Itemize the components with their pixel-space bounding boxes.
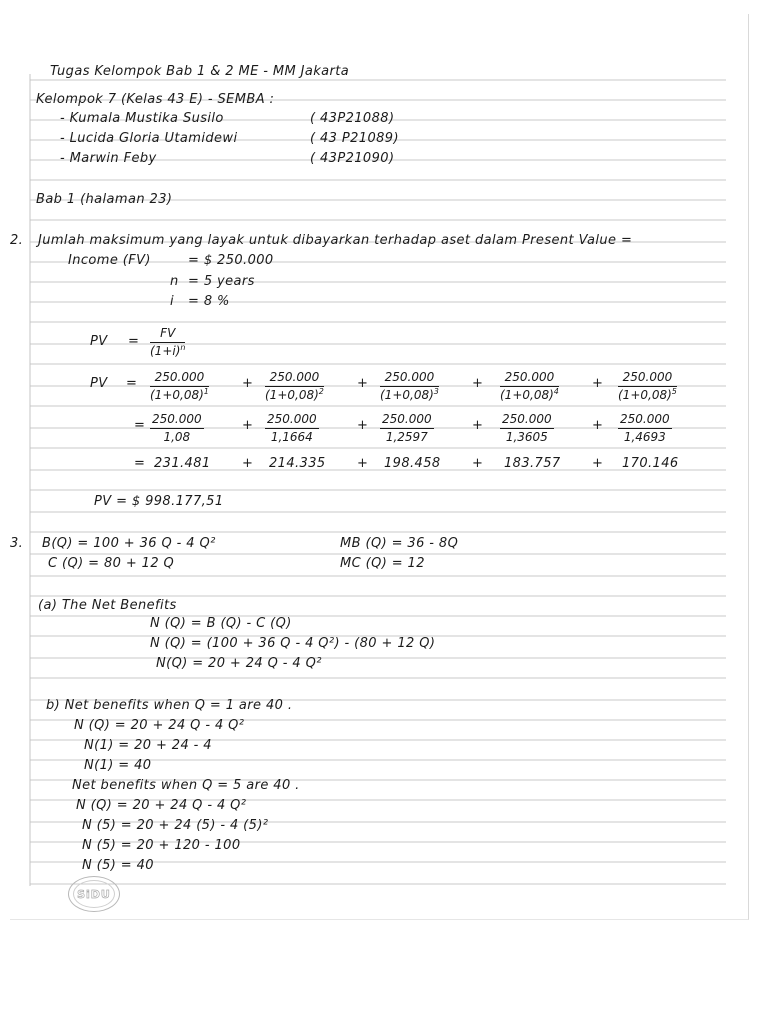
pv-row3-plus-sign: + xyxy=(592,456,603,471)
term-numerator: 250.000 xyxy=(380,370,439,387)
term-denominator: $(1+0,08)^2$ xyxy=(265,387,324,402)
part-a-title: (a) The Net Benefits xyxy=(38,598,177,613)
pv-row1-plus-sign: + xyxy=(242,376,253,391)
term-numerator: 250.000 xyxy=(618,412,672,429)
part-c-line-3: N (5) = 20 + 120 - 100 xyxy=(82,838,241,853)
term-numerator: 250.000 xyxy=(500,412,554,429)
pv-result: PV = $ 998.177,51 xyxy=(94,494,224,509)
income-label: Income (FV) xyxy=(68,253,151,268)
part-c-line-1: N (Q) = 20 + 24 Q - 4 Q² xyxy=(76,798,247,813)
term-denominator: 1,1664 xyxy=(270,430,313,444)
part-b-line-2: N(1) = 20 + 24 - 4 xyxy=(84,738,212,753)
income-value: = $ 250.000 xyxy=(188,253,274,268)
pv-row1-equals: = xyxy=(126,376,137,391)
part-a-line-2: N (Q) = (100 + 36 Q - 4 Q²) - (80 + 12 Q) xyxy=(150,636,436,651)
member-3-id: ( 43P21090) xyxy=(310,151,395,166)
part-c-line-4: N (5) = 40 xyxy=(82,858,154,873)
pv-row3-value: 231.481 xyxy=(154,456,211,471)
term-numerator: 250.000 xyxy=(265,412,319,429)
n-label: n xyxy=(170,274,179,289)
pv-row1-plus-sign: + xyxy=(472,376,483,391)
pv-formula-label: PV xyxy=(90,334,108,349)
pv-formula-denominator: $(1+i)^n$ xyxy=(150,343,186,358)
marginal-benefit-function: MB (Q) = 36 - 8Q xyxy=(340,536,459,551)
pv-row2-term xyxy=(150,412,204,445)
term-denominator: 1,08 xyxy=(163,430,191,444)
pv-row2-plus-sign: + xyxy=(242,418,253,433)
term-numerator: 250.000 xyxy=(380,412,434,429)
pv-row3-value: 214.335 xyxy=(269,456,326,471)
term-numerator: 250.000 xyxy=(618,370,677,387)
part-a-line-3: N(Q) = 20 + 24 Q - 4 Q² xyxy=(156,656,322,671)
n-value: = 5 years xyxy=(188,274,255,289)
page-title: Tugas Kelompok Bab 1 & 2 ME - MM Jakarta xyxy=(50,64,350,79)
pv-row2-plus-sign: + xyxy=(357,418,368,433)
pv-row3-plus-sign: + xyxy=(357,456,368,471)
i-value: = 8 % xyxy=(188,294,230,309)
pv-row3-value: 170.146 xyxy=(622,456,679,471)
pv-row1-term xyxy=(150,370,209,403)
term-numerator: 250.000 xyxy=(500,370,559,387)
member-1-id: ( 43P21088) xyxy=(310,111,395,126)
pv-row3-value: 198.458 xyxy=(384,456,441,471)
part-b-title: b) Net benefits when Q = 1 are 40 . xyxy=(46,698,293,713)
pv-row1-term xyxy=(618,370,677,403)
pv-row1-plus-sign: + xyxy=(592,376,603,391)
question-2-intro: Jumlah maksimum yang layak untuk dibayarkan terhadap aset dalam Present Value = xyxy=(38,233,633,248)
term-denominator: $(1+0,08)^5$ xyxy=(618,387,677,402)
part-c-title: Net benefits when Q = 5 are 40 . xyxy=(72,778,300,793)
question-3-number: 3. xyxy=(10,536,24,551)
pv-row1-label: PV xyxy=(90,376,108,391)
member-3-name: - Marwin Feby xyxy=(60,151,157,166)
pv-formula-numerator: FV xyxy=(150,326,185,343)
pv-row2-term xyxy=(500,412,554,445)
term-denominator: $(1+0,08)^4$ xyxy=(500,387,559,402)
member-2-id: ( 43 P21089) xyxy=(310,131,399,146)
term-denominator: $(1+0,08)^1$ xyxy=(150,387,209,402)
pv-row2-plus-sign: + xyxy=(472,418,483,433)
marginal-cost-function: MC (Q) = 12 xyxy=(340,556,425,571)
group-label: Kelompok 7 (Kelas 43 E) - SEMBA : xyxy=(36,92,275,107)
pv-row2-plus-sign: + xyxy=(592,418,603,433)
chapter-label: Bab 1 (halaman 23) xyxy=(36,192,173,207)
term-numerator: 250.000 xyxy=(150,370,209,387)
pv-formula-equals: = xyxy=(128,334,139,349)
term-numerator: 250.000 xyxy=(265,370,324,387)
pv-row3-plus-sign: + xyxy=(242,456,253,471)
term-denominator: 1,4693 xyxy=(623,430,666,444)
member-1-name: - Kumala Mustika Susilo xyxy=(60,111,224,126)
cost-function: C (Q) = 80 + 12 Q xyxy=(48,556,175,571)
pv-row2-term xyxy=(380,412,434,445)
pv-row2-equals: = xyxy=(134,418,145,433)
benefit-function: B(Q) = 100 + 36 Q - 4 Q² xyxy=(42,536,216,551)
question-2-number: 2. xyxy=(10,233,24,248)
sidu-logo-stamp: SiDU xyxy=(68,876,120,912)
member-2-name: - Lucida Gloria Utamidewi xyxy=(60,131,238,146)
term-numerator: 250.000 xyxy=(150,412,204,429)
pv-row1-plus-sign: + xyxy=(357,376,368,391)
notebook-page xyxy=(10,14,749,920)
i-label: i xyxy=(170,294,175,309)
part-c-line-2: N (5) = 20 + 24 (5) - 4 (5)² xyxy=(82,818,269,833)
pv-row3-equals: = xyxy=(134,456,145,471)
pv-row2-term xyxy=(265,412,319,445)
term-denominator: 1,3605 xyxy=(505,430,548,444)
pv-row1-term xyxy=(380,370,439,403)
part-b-line-1: N (Q) = 20 + 24 Q - 4 Q² xyxy=(74,718,245,733)
part-a-line-1: N (Q) = B (Q) - C (Q) xyxy=(150,616,292,631)
term-denominator: $(1+0,08)^3$ xyxy=(380,387,439,402)
pv-row2-term xyxy=(618,412,672,445)
pv-row1-term xyxy=(500,370,559,403)
pv-row3-value: 183.757 xyxy=(504,456,561,471)
pv-row1-term xyxy=(265,370,324,403)
part-b-line-3: N(1) = 40 xyxy=(84,758,152,773)
term-denominator: 1,2597 xyxy=(385,430,428,444)
pv-row3-plus-sign: + xyxy=(472,456,483,471)
pv-formula-fraction xyxy=(150,326,185,359)
